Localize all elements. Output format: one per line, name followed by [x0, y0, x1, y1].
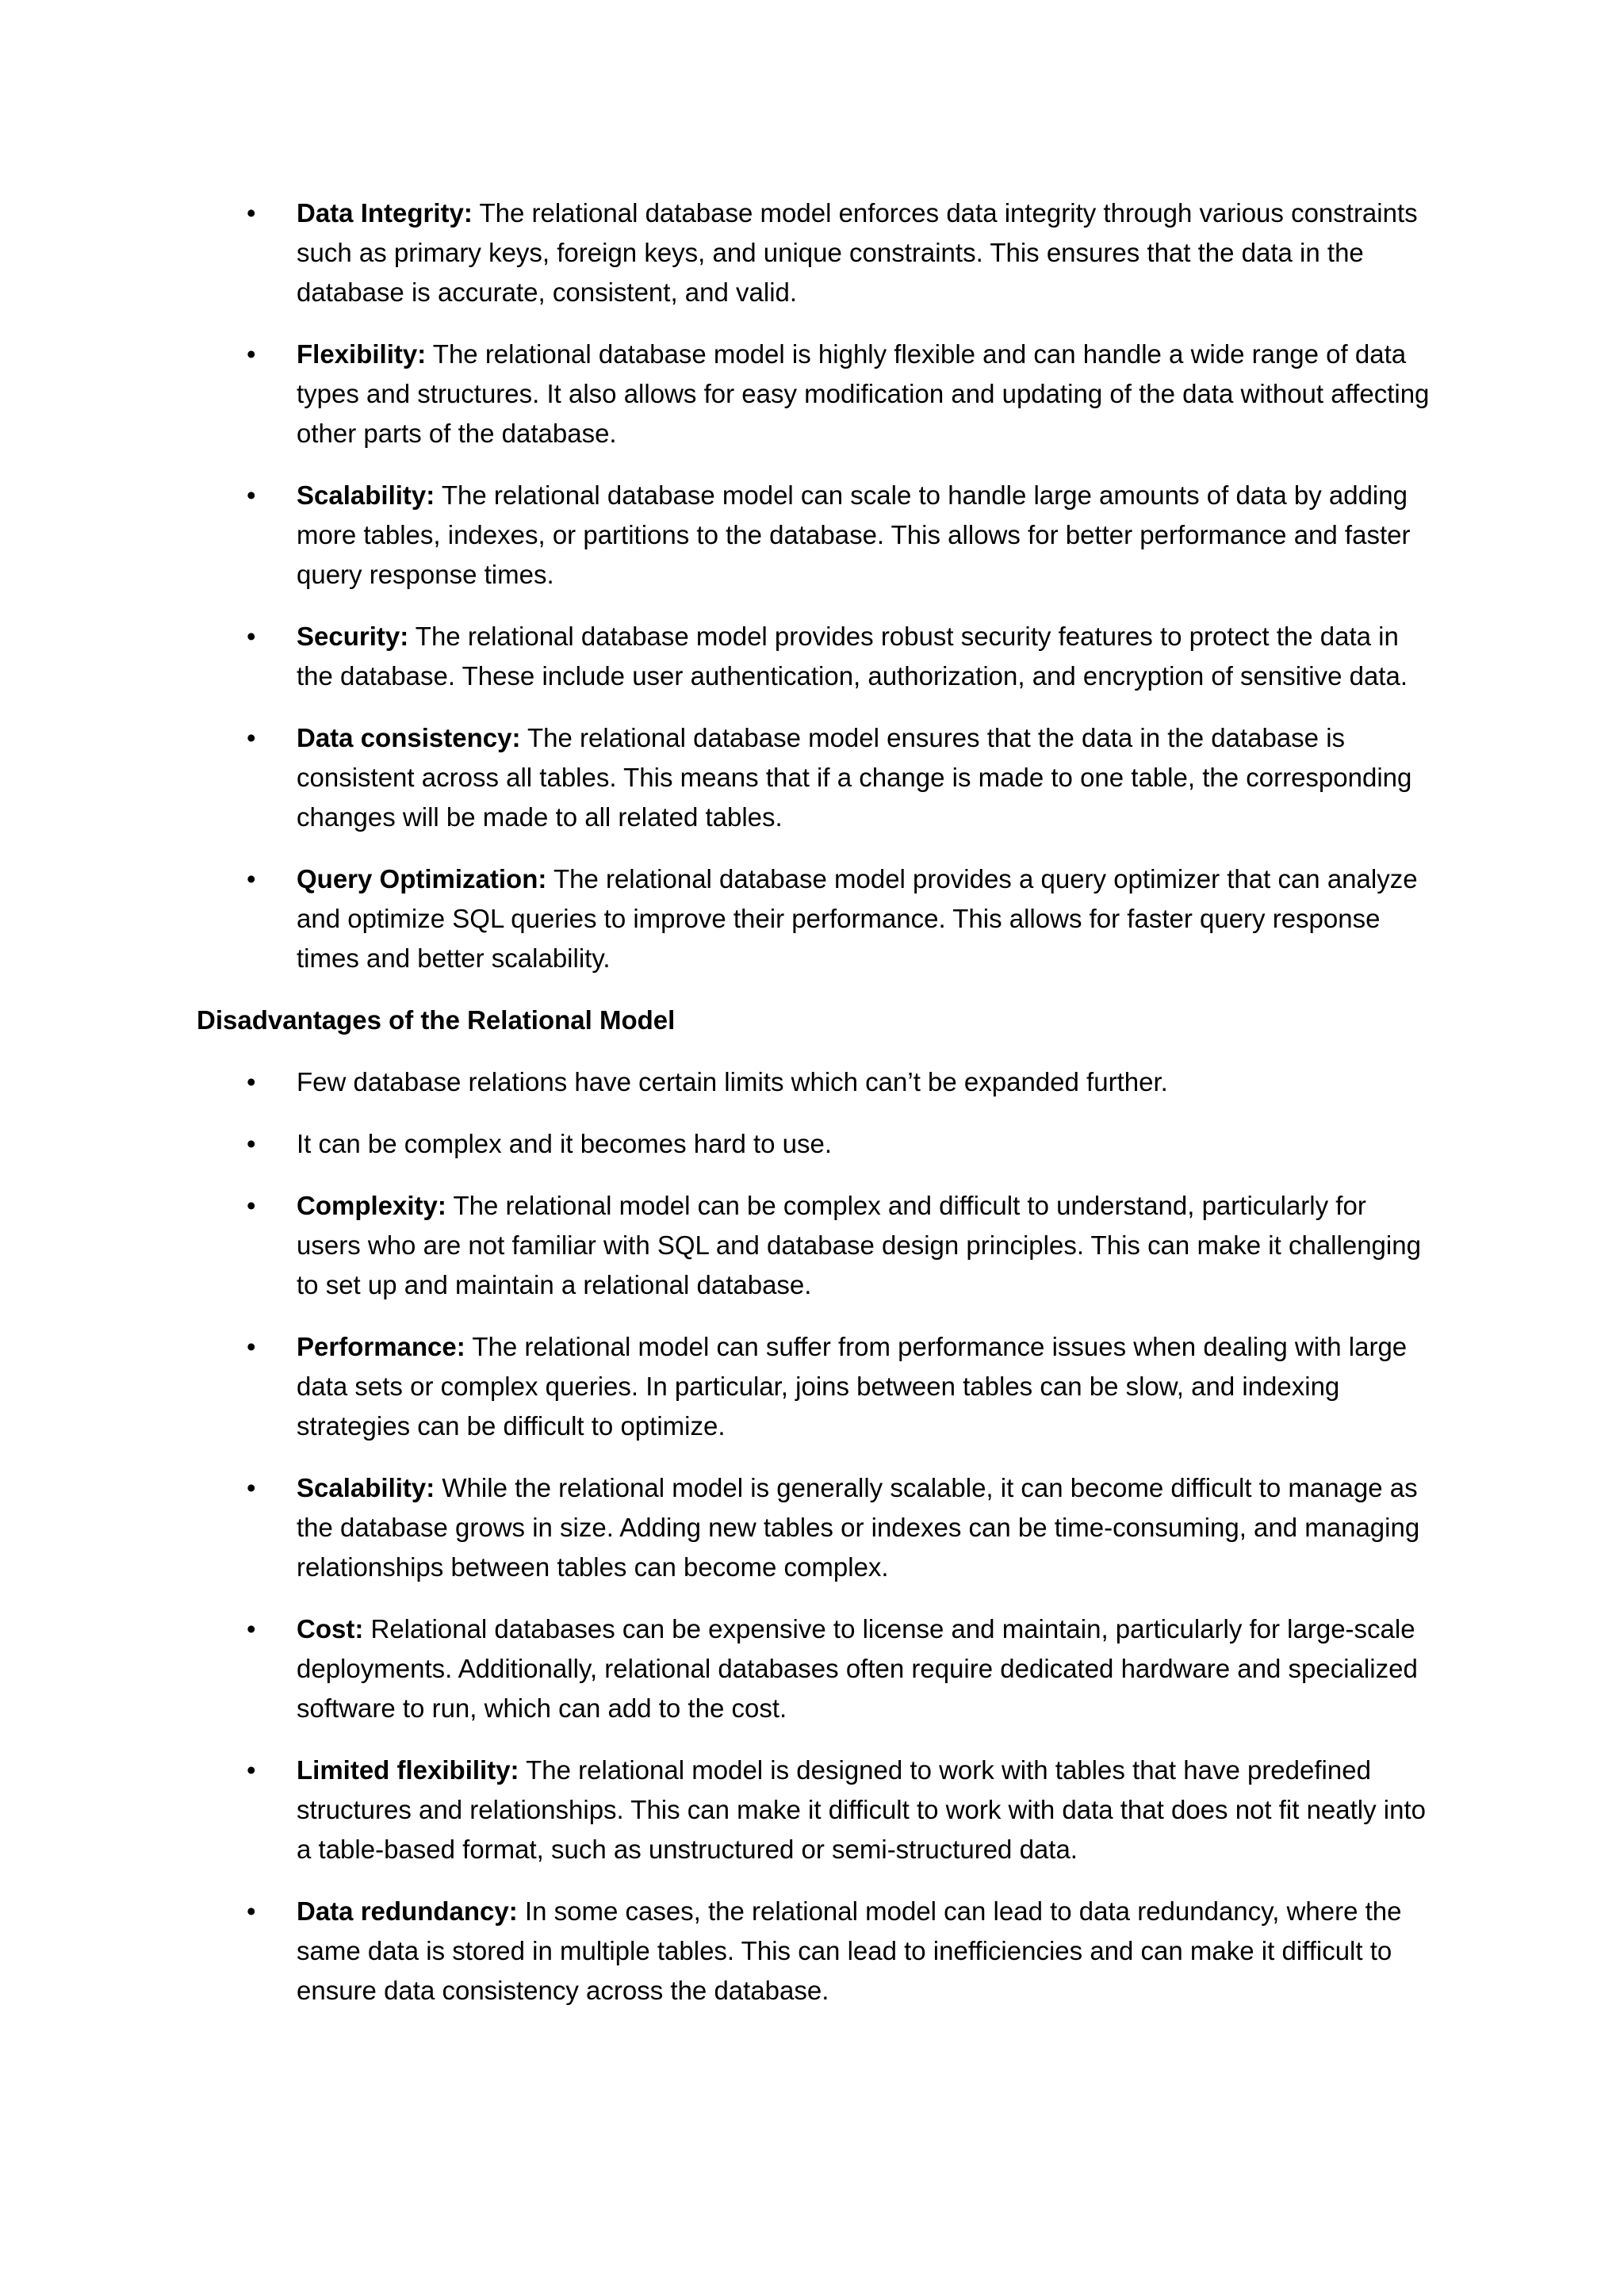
bullet-icon: • [247, 480, 256, 510]
item-text: It can be complex and it becomes hard to use. [297, 1129, 833, 1158]
bullet-icon: • [247, 339, 256, 369]
item-text: The relational model can be complex and difficult to understand, particularly for users who are not familiar with SQL and database design principles. This can make it challenging to set up and maintain a relational database. [297, 1191, 1421, 1299]
bullet-icon: • [247, 1473, 256, 1502]
item-term: Performance: [297, 1332, 465, 1361]
item-term: Complexity: [297, 1191, 446, 1220]
item-term: Data consistency: [297, 723, 521, 752]
disadvantages-list [197, 1062, 1434, 2011]
bullet-icon: • [247, 1191, 256, 1220]
bullet-icon: • [247, 1129, 256, 1158]
bullet-icon: • [247, 1755, 256, 1785]
document-content [197, 193, 1434, 2033]
list-item [197, 617, 1434, 696]
item-term: Data redundancy: [297, 1896, 518, 1926]
item-term: Data Integrity: [297, 198, 473, 228]
item-text: While the relational model is generally scalable, it can become difficult to manage as the database grows in size. Adding new tables or indexes can be time-consuming, and managing relationships between tables can become complex. [297, 1473, 1420, 1582]
item-term: Scalability: [297, 480, 435, 510]
list-item [197, 1751, 1434, 1869]
item-text: The relational database model can scale to handle large amounts of data by adding more tables, indexes, or partitions to the database. This allows for better performance and faster query response times. [297, 480, 1411, 589]
item-term: Scalability: [297, 1473, 435, 1502]
item-term: Query Optimization: [297, 864, 547, 894]
item-text: The relational model can suffer from performance issues when dealing with large data sets or complex queries. In particular, joins between tables can be slow, and indexing strategies can be difficult to optimize. [297, 1332, 1408, 1441]
bullet-icon: • [247, 198, 256, 228]
list-item [197, 476, 1434, 595]
bullet-icon: • [247, 1067, 256, 1096]
list-item [197, 1327, 1434, 1446]
item-term: Security: [297, 622, 409, 651]
advantages-list [197, 193, 1434, 978]
bullet-icon: • [247, 1896, 256, 1926]
item-text: The relational database model ensures that the data in the database is consistent across all tables. This means that if a change is made to one table, the corresponding changes will be made to all related tables. [297, 723, 1412, 832]
list-item [197, 718, 1434, 837]
list-item [197, 1186, 1434, 1305]
disadvantages-heading: Disadvantages of the Relational Model [197, 1005, 676, 1035]
item-term: Limited flexibility: [297, 1755, 519, 1785]
list-item [197, 335, 1434, 453]
list-item [197, 1468, 1434, 1587]
list-item [197, 1062, 1434, 1102]
list-item [197, 1609, 1434, 1728]
bullet-icon: • [247, 723, 256, 752]
item-term: Flexibility: [297, 339, 427, 369]
item-text: The relational database model provides a query optimizer that can analyze and optimize SQL queries to improve their performance. This allows for faster query response times and better scalability. [297, 864, 1418, 973]
item-text: The relational database model provides robust security features to protect the data in the database. These include user authentication, authorization, and encryption of sensitive data. [297, 622, 1408, 691]
item-text: Few database relations have certain limits which can’t be expanded further. [297, 1067, 1168, 1096]
bullet-icon: • [247, 1332, 256, 1361]
bullet-icon: • [247, 1614, 256, 1644]
item-text: The relational database model is highly flexible and can handle a wide range of data types and structures. It also allows for easy modification and updating of the data without affecting other parts of the database. [297, 339, 1430, 448]
item-text: The relational model is designed to work with tables that have predefined structures and relationships. This can make it difficult to work with data that does not fit neatly into a table-based format, such as unstructured or semi-structured data. [297, 1755, 1427, 1864]
list-item [197, 859, 1434, 978]
list-item [197, 193, 1434, 312]
bullet-icon: • [247, 864, 256, 894]
bullet-icon: • [247, 622, 256, 651]
item-text: Relational databases can be expensive to license and maintain, particularly for large-scale deployments. Additionally, relational databases often require dedicated hardware and specialized software to run, which can add to the cost. [297, 1614, 1418, 1723]
list-item [197, 1892, 1434, 2011]
item-term: Cost: [297, 1614, 364, 1644]
item-text: The relational database model enforces data integrity through various constraints such as primary keys, foreign keys, and unique constraints. This ensures that the data in the database is accurate, consistent, and valid. [297, 198, 1418, 307]
list-item [197, 1124, 1434, 1164]
item-text: In some cases, the relational model can lead to data redundancy, where the same data is stored in multiple tables. This can lead to inefficiencies and can make it difficult to ensure data consistency across the database. [297, 1896, 1402, 2005]
